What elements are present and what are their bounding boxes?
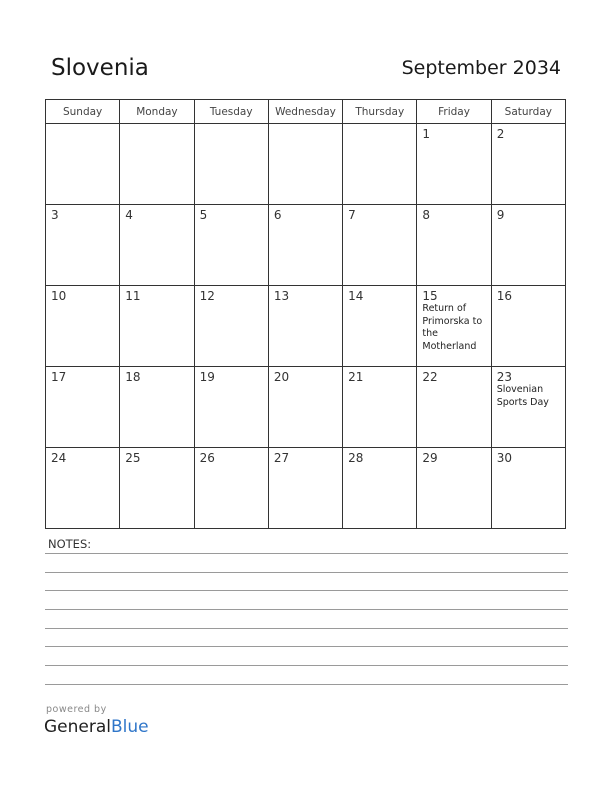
day-number: 5 [199,208,208,222]
calendar-grid [45,99,566,529]
day-number: 18 [125,370,141,384]
week-row [46,124,566,205]
day-cell [194,286,268,367]
day-number: 19 [199,370,215,384]
holiday-label: Slovenian Sports Day [496,384,549,408]
weekday-header: Saturday [491,100,565,124]
day-cell [417,286,491,367]
day-cell [268,205,342,286]
powered-by-text: powered by [46,704,107,715]
note-line [45,684,568,685]
day-cell [120,448,194,529]
day-cell [194,448,268,529]
day-cell [268,124,342,205]
day-cell [120,286,194,367]
holiday-label: Return of Primorska to the Motherland [422,303,483,352]
day-number: 25 [125,451,141,465]
day-number: 17 [51,370,67,384]
day-number: 12 [199,289,215,303]
notes-label: NOTES: [48,537,92,551]
day-cell [120,367,194,448]
day-number: 4 [125,208,133,222]
day-number: 11 [125,289,141,303]
weekday-header-row [46,100,566,124]
day-number: 3 [51,208,59,222]
day-cell [491,367,565,448]
note-line [45,646,568,647]
day-cell [491,286,565,367]
day-cell [343,367,417,448]
note-line [45,628,568,629]
day-number: 20 [273,370,290,384]
day-number: 14 [348,289,364,303]
note-line [45,590,568,591]
day-cell [491,124,565,205]
day-number: 15 [422,289,438,303]
day-cell [491,205,565,286]
note-line [45,572,568,573]
day-cell [46,367,120,448]
brand-general: General [44,717,111,737]
day-number: 6 [273,208,282,222]
day-number: 24 [51,451,67,465]
weekday-header: Friday [417,100,491,124]
day-cell [46,286,120,367]
weekday-header: Wednesday [268,100,342,124]
calendar-month-title: September 2034 [401,57,561,79]
day-cell [194,205,268,286]
day-number: 26 [199,451,215,465]
day-cell [417,367,491,448]
day-number: 7 [348,208,356,222]
day-number: 8 [422,208,431,222]
day-cell [194,124,268,205]
day-number: 1 [422,127,431,141]
day-cell [417,205,491,286]
day-cell [491,448,565,529]
weekday-header: Thursday [343,100,417,124]
day-number: 9 [496,208,505,222]
day-cell [268,367,342,448]
note-line [45,553,568,554]
day-cell [268,448,342,529]
day-number: 29 [422,451,438,465]
day-cell [343,286,417,367]
day-cell [417,124,491,205]
day-cell [343,448,417,529]
day-cell [46,124,120,205]
week-row [46,448,566,529]
day-cell [343,124,417,205]
day-number: 16 [496,289,512,303]
generalblue-logo [44,717,149,737]
day-cell [120,205,194,286]
day-cell [417,448,491,529]
day-cell [194,367,268,448]
day-number: 30 [496,451,512,465]
day-number: 28 [348,451,364,465]
brand-blue: Blue [111,717,149,737]
day-cell [268,286,342,367]
day-cell [46,448,120,529]
day-number: 23 [496,370,512,384]
day-number: 10 [51,289,67,303]
note-line [45,665,568,666]
day-cell [343,205,417,286]
day-number: 21 [348,370,364,384]
day-number: 2 [496,127,505,141]
day-number: 27 [273,451,290,465]
day-number: 22 [422,370,438,384]
day-number: 13 [273,289,290,303]
week-row [46,205,566,286]
week-row [46,367,566,448]
note-line [45,609,568,610]
weekday-header: Monday [120,100,194,124]
week-row [46,286,566,367]
day-cell [120,124,194,205]
weekday-header: Tuesday [194,100,268,124]
weekday-header: Sunday [46,100,120,124]
day-cell [46,205,120,286]
calendar-country-title: Slovenia [51,55,149,81]
